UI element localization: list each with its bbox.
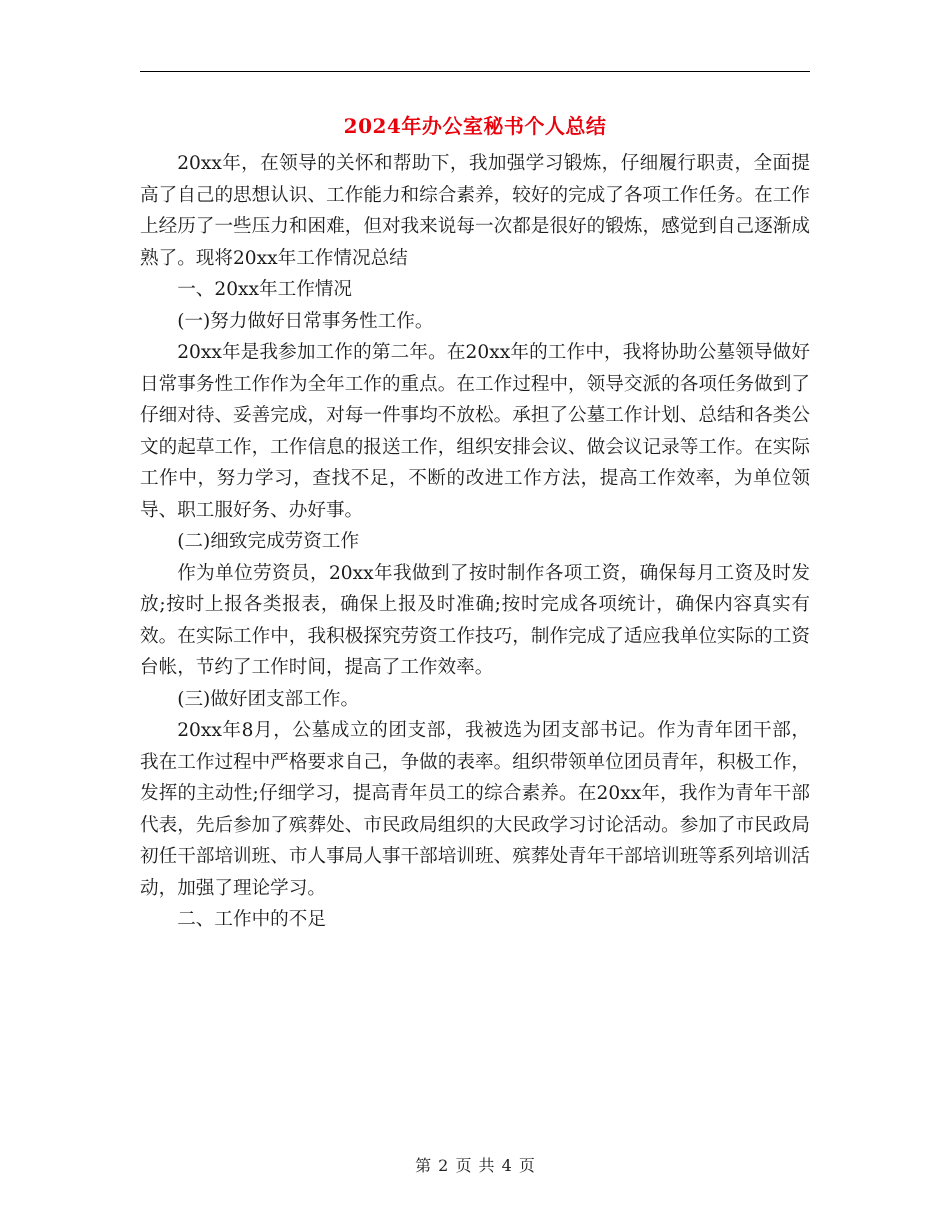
subsection-heading-1: (一)努力做好日常事务性工作。 xyxy=(177,310,434,332)
document-body xyxy=(140,148,810,936)
header-rule xyxy=(140,71,810,72)
page-number: 第 2 页 共 4 页 xyxy=(415,1156,535,1175)
section-heading-2: 二、工作中的不足 xyxy=(177,909,326,930)
paragraph-intro: 20xx年，在领导的关怀和帮助下，我加强学习锻炼，仔细履行职责，全面提高了自己的思想认识、工作能力和综合素养，较好的完成了各项工作任务。在工作上经历了一些压力和困难，但对我来说每一次都是很好的锻炼，感觉到自己逐渐成熟了。现将20xx年工作情况总结 xyxy=(140,153,810,269)
paragraph-league-branch: 20xx年8月，公墓成立的团支部，我被选为团支部书记。作为青年团干部，我在工作过程中严格要求自己，争做的表率。组织带领单位团员青年，积极工作，发挥的主动性;仔细学习，提高青年员工的综合素养。在20xx年，我作为青年干部代表，先后参加了殡葬处、市民政局组织的大民政学习讨论活动。参加了市民政局初任干部培训班、市人事局人事干部培训班、殡葬处青年干部培训班等系列培训活动，加强了理论学习。 xyxy=(140,720,810,899)
subsection-heading-3: (三)做好团支部工作。 xyxy=(177,688,360,710)
paragraph-daily-work: 20xx年是我参加工作的第二年。在20xx年的工作中，我将协助公墓领导做好日常事务性工作作为全年工作的重点。在工作过程中，领导交派的各项任务做到了仔细对待、妥善完成，对每一件事均不放松。承担了公墓工作计划、总结和各类公文的起草工作，工作信息的报送工作，组织安排会议、做会议记录等工作。在实际工作中，努力学习，查找不足，不断的改进工作方法，提高工作效率，为单位领导、职工服好务、办好事。 xyxy=(140,342,810,521)
subsection-heading-2: (二)细致完成劳资工作 xyxy=(177,531,360,552)
document-title: 2024年办公室秘书个人总结 xyxy=(343,114,607,138)
section-heading-1: 一、20xx年工作情况 xyxy=(177,279,352,300)
paragraph-payroll: 作为单位劳资员，20xx年我做到了按时制作各项工资，确保每月工资及时发放;按时上报各类报表，确保上报及时准确;按时完成各项统计，确保内容真实有效。在实际工作中，我积极探究劳资工作技巧，制作完成了适应我单位实际的工资台帐，节约了工作时间，提高了工作效率。 xyxy=(140,562,810,678)
